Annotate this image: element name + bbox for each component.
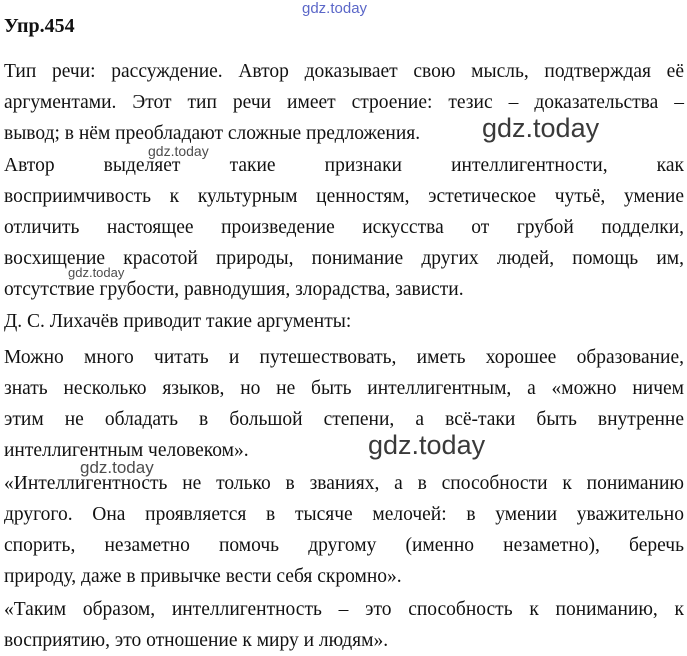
text-line: восприимчивость к культурным ценностям, эстетическое чутьё, умение — [4, 186, 684, 207]
text-line: отличить настоящее произведение искусства от грубой подделки, — [4, 217, 684, 238]
text-line: интеллигентным человеком». — [4, 440, 249, 461]
paragraph-intelligence-signs — [4, 150, 684, 305]
text-line: другого. Она проявляется в тысяче мелочей: в умении уважительно — [4, 504, 684, 525]
text-line: этим не обладать в большой степени, а всё-таки быть внутренне — [4, 409, 684, 430]
text-line: Можно много читать и путешествовать, иметь хорошее образование, — [4, 347, 684, 368]
text-line: знать несколько языков, но не быть интеллигентным, а «можно ничем — [4, 378, 684, 399]
text-line: вывод; в нём преобладают сложные предложения. — [4, 123, 421, 144]
text-line: Тип речи: рассуждение. Автор доказывает свою мысль, подтверждая её — [4, 61, 684, 82]
text-line: природу, даже в привычке вести себя скромно». — [4, 566, 402, 587]
text-line: восхищение красотой природы, понимание других людей, помощь им, — [4, 248, 684, 269]
text-line: «Таким образом, интеллигентность – это способность к пониманию, к — [4, 599, 684, 620]
text-line: спорить, незаметно помочь другому (именно незаметно), беречь — [4, 535, 684, 556]
text-line: Д. С. Лихачёв приводит такие аргументы: — [4, 311, 352, 332]
text-line: отсутствие грубости, равнодушия, злорадства, зависти. — [4, 279, 464, 300]
watermark-top: gdz.today — [302, 0, 368, 17]
watermark: gdz.today — [368, 430, 486, 460]
text-line: Автор выделяет такие признаки интеллигентности, как — [4, 155, 684, 176]
exercise-heading: Упр.454 — [4, 15, 75, 37]
watermark: gdz.today — [68, 265, 125, 280]
text-line: восприятию, это отношение к миру и людям». — [4, 630, 389, 651]
text-line: «Интеллигентность не только в званиях, а в способности к пониманию — [4, 473, 684, 494]
watermark: gdz.today — [148, 143, 209, 159]
watermark: gdz.today — [80, 458, 154, 477]
paragraph-arguments-intro — [4, 306, 684, 337]
watermark: gdz.today — [482, 113, 600, 143]
text-line: аргументами. Этот тип речи имеет строение: тезис – доказательства – — [4, 92, 684, 113]
paragraph-argument-two — [4, 468, 684, 592]
paragraph-argument-one — [4, 342, 684, 466]
paragraph-conclusion — [4, 594, 684, 656]
